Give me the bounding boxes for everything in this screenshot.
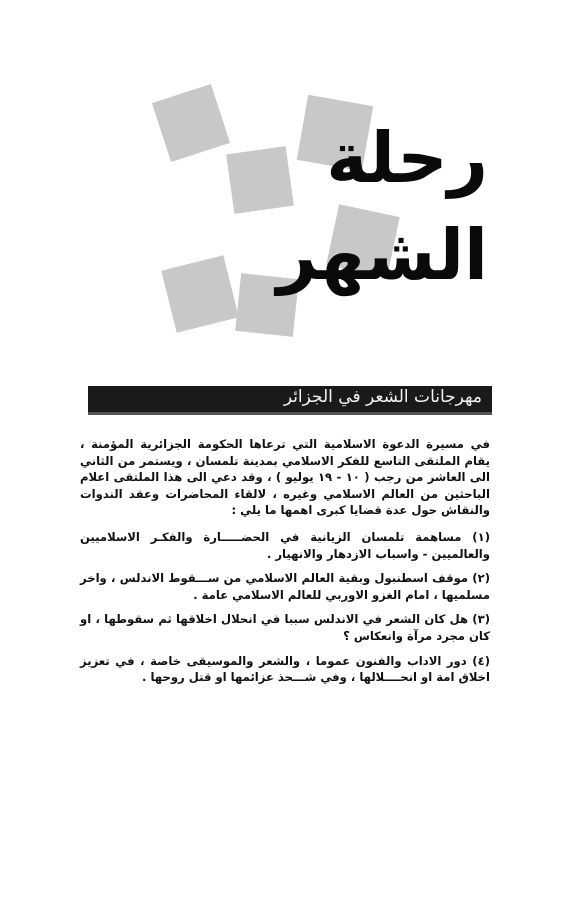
article-item-2: (٢) موقف اسطنبول وبقية العالم الاسلامي من ســـقوط الاندلس ، واخر مسلميها ، امام الغزو الاوربي للعالم الاسلامي عامة . <box>80 571 490 602</box>
article-intro: في مسيرة الدعوة الاسلامية التي ترعاها الحكومة الجزائرية المؤمنة ، يقام الملتقى التاسع للفكر الاسلامي بمدينة تلمسان ، ويستمر من الثاني الى العاشر من رجب ( ١٠ - ١٩ يوليو ) ، وقد دعي الى هذا الملتقى اعلام الباحثين من العالم الاسلامي وغيره ، لالقاء المحاضرات وعقد الندوات والنقاش حول عدة قضايا كبرى اهمها ما يلي : <box>80 437 490 518</box>
article-item-4: (٤) دور الاداب والفنون عموما ، والشعر والموسيقى خاصة ، في تعزيز اخلاق امة او انحــــلالها ، وفي شـــحذ عزائمها او قتل روحها . <box>80 653 490 685</box>
banner-title: مهرجانات الشعر في الجزائر <box>283 387 482 407</box>
article-body <box>80 436 490 694</box>
headline-line-2: الشهر <box>276 214 488 296</box>
article-item-3: (٣) هل كان الشعر في الاندلس سببا في انحلال اخلاقها ثم سقوطها ، او كان مجرد مرآة وانعكاس ؟ <box>80 612 490 643</box>
headline-line-1: رحلة <box>326 117 488 199</box>
section-banner <box>88 386 492 415</box>
article-item-1: (١) مساهمة تلمسان الزيانية في الحضـــــارة والفكـر الاسلاميين والعالميين - واسباب الازدهار والانهيار . <box>80 529 490 561</box>
